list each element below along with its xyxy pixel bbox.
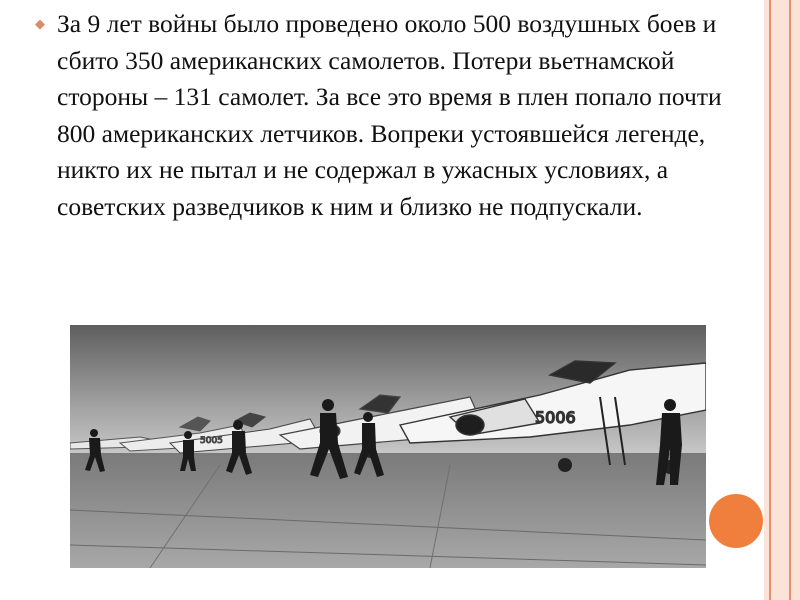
right-border-line xyxy=(789,0,791,600)
airfield-photo xyxy=(70,325,706,568)
accent-circle xyxy=(709,494,763,548)
tail-number: 5006 xyxy=(535,408,576,427)
tail-number: 5005 xyxy=(200,436,223,446)
right-border-line xyxy=(769,0,771,600)
diamond-bullet-icon: ◆ xyxy=(35,16,45,31)
slide-body-text: За 9 лет войны было проведено около 500 воздушных боев и сбито 350 американских самолетов. Потери вьетнамской стороны – 131 самолет. За все это время в плен попало почти 800 американских летчиков. Вопреки устоявшейся легенде, никто их не пытал и не содержал в ужасных условиях, а советских разведчиков к ним и близко не подпускали. xyxy=(57,9,722,221)
